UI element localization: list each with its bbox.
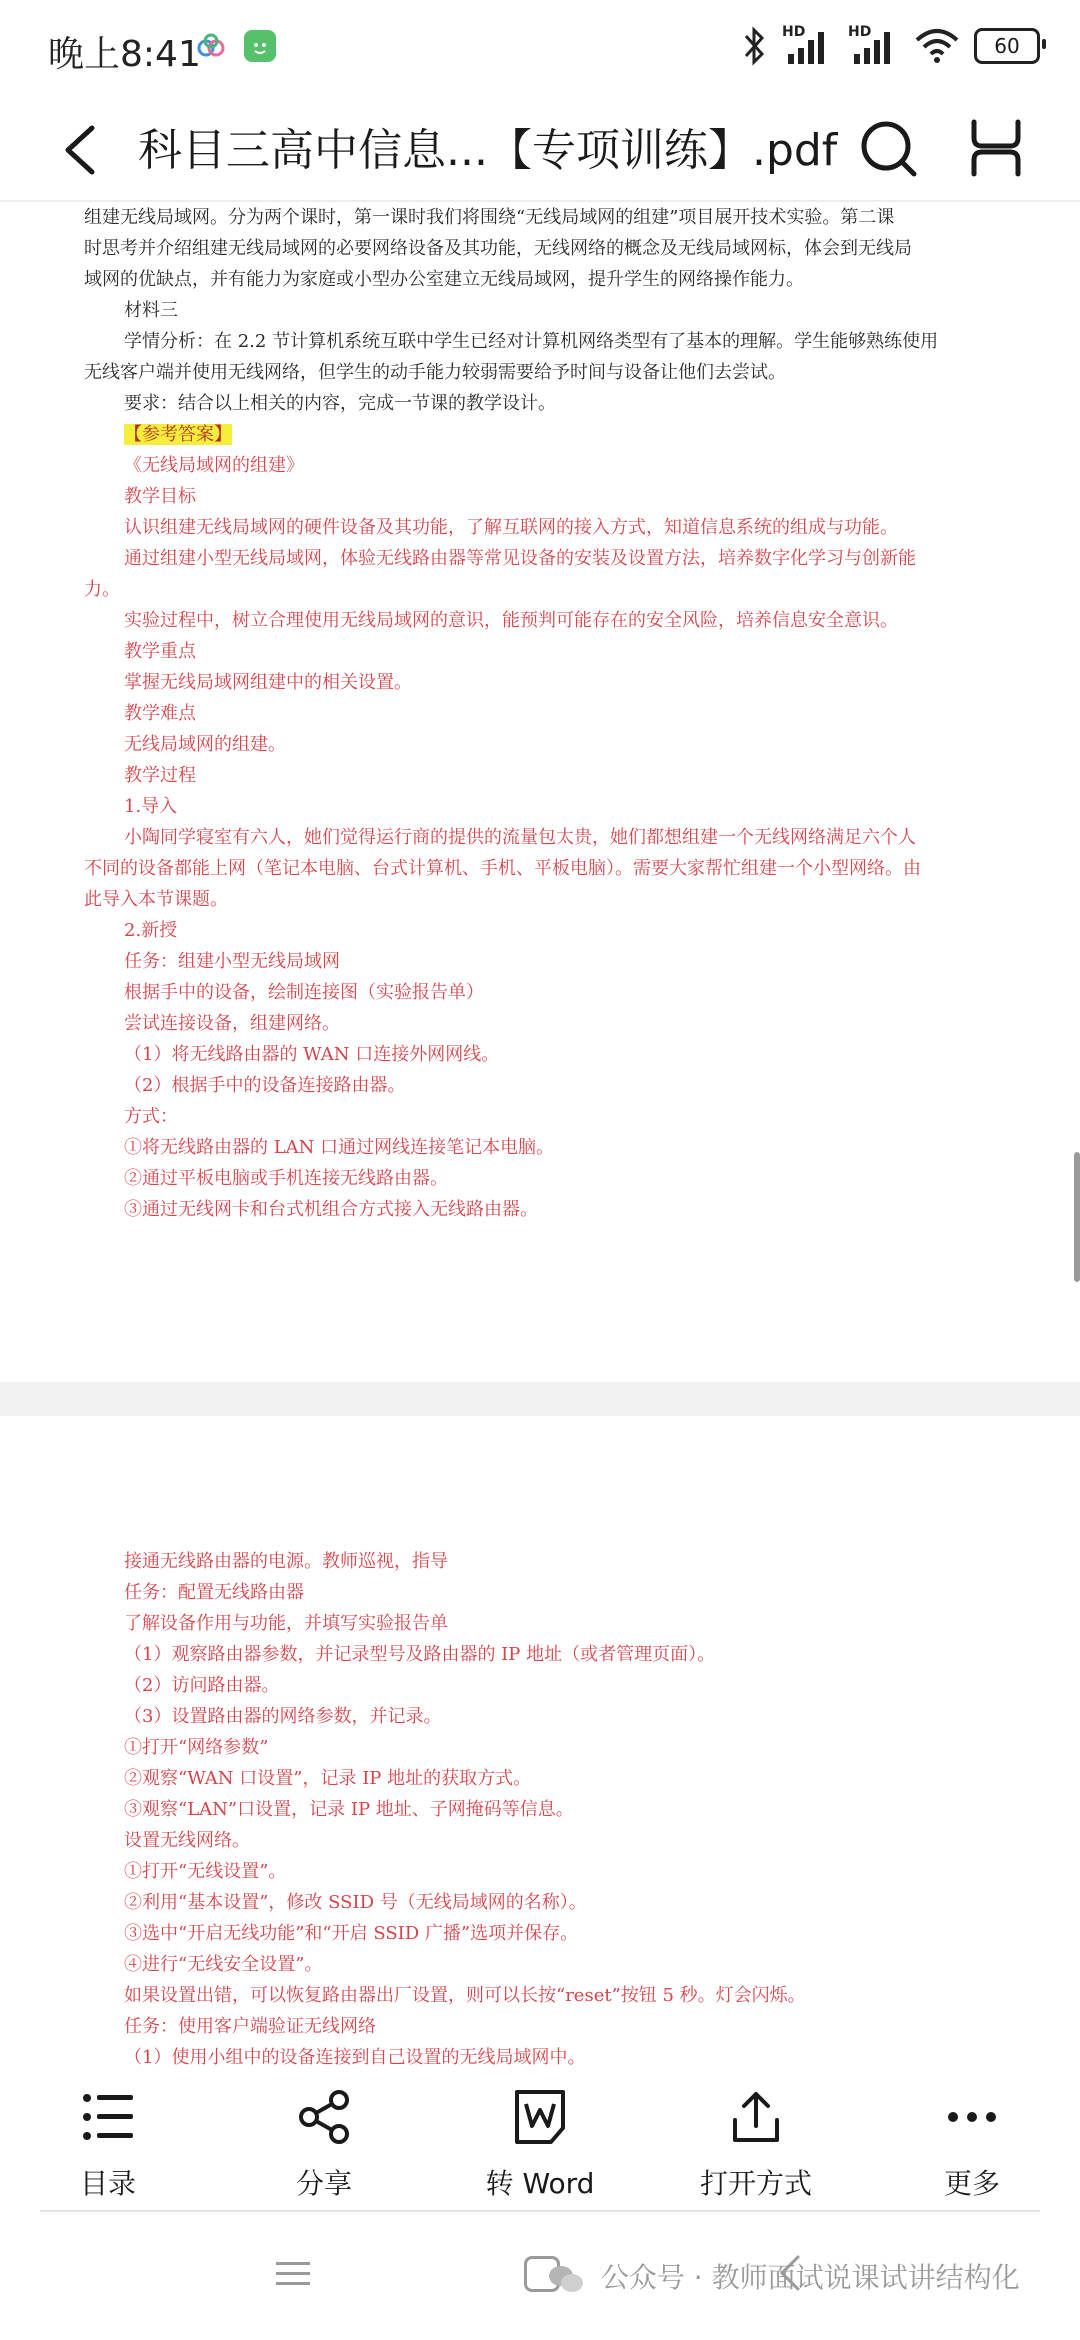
text-line [84,1980,984,2011]
line-text: 了解设备作用与功能，并填写实验报告单 [124,1613,448,1634]
text-line [84,481,984,512]
line-text: ①将无线路由器的 LAN 口通过网线连接笔记本电脑。 [124,1137,555,1158]
page-text [84,1546,984,2072]
text-line [84,822,984,853]
text-line [84,326,984,357]
text-line [84,1639,984,1670]
status-icons [742,24,1040,68]
text-line [84,1608,984,1639]
text-line [84,233,984,264]
line-text: ②观察“WAN 口设置”，记录 IP 地址的获取方式。 [124,1768,532,1789]
line-text: 教学难点 [124,703,196,724]
bluetooth-icon [742,26,768,66]
text-line [84,760,984,791]
battery-icon: 60 [974,28,1040,64]
text-line [84,1763,984,1794]
signal-icon-2 [848,24,900,68]
open-with-label: 打开方式 [699,2167,812,2200]
text-line [84,1732,984,1763]
line-text: 要求：结合以上相关的内容，完成一节课的教学设计。 [124,393,556,414]
search-icon[interactable] [856,114,920,182]
convert-word-button[interactable] [432,2072,648,2212]
document-title: 科目三高中信息...【专项训练】.pdf [138,125,838,176]
text-line [84,419,984,450]
line-text: 1.导入 [124,796,178,817]
highlighted-text: 【参考答案】 [124,424,232,445]
line-text: 尝试连接设备，组建网络。 [124,1013,340,1034]
text-line [84,295,984,326]
line-text: ①打开“网络参数” [124,1737,269,1758]
text-line [84,1577,984,1608]
word-convert-icon [511,2088,569,2146]
line-text: 无线客户端并使用无线网络，但学生的动手能力较弱需要给予时间与设备让他们去尝试。 [84,362,786,383]
text-line [84,977,984,1008]
text-line [84,2011,984,2042]
text-line [84,1163,984,1194]
line-text: 无线局域网的组建。 [124,734,286,755]
text-line [84,1546,984,1577]
more-button[interactable] [864,2072,1080,2212]
line-text: 任务：使用客户端验证无线网络 [124,2016,376,2037]
line-text: （2）根据手中的设备连接路由器。 [124,1075,406,1096]
line-text: 不同的设备都能上网（笔记本电脑、台式计算机、手机、平板电脑）。需要大家帮忙组建一个小型网络。由 [84,858,921,879]
wechat-icon [548,2264,584,2294]
line-text: 《无线局域网的组建》 [124,455,304,476]
text-line [84,1825,984,1856]
share-icon [295,2088,353,2146]
line-text: ②利用“基本设置”，修改 SSID 号（无线局域网的名称）。 [124,1892,587,1913]
open-with-button[interactable] [648,2072,864,2212]
back-arrow-icon[interactable] [52,118,112,182]
line-text: 时思考并介绍组建无线局域网的必要网络设备及其功能，无线网络的概念及无线局域网标，体会到无线局 [84,238,912,259]
hd-label: HD [848,24,872,40]
line-text: ③观察“LAN”口设置，记录 IP 地址、子网掩码等信息。 [124,1799,574,1820]
text-line [84,202,984,233]
exit-reader-icon[interactable] [966,116,1026,180]
text-line [84,1070,984,1101]
text-line [84,357,984,388]
assistant-app-icon [244,30,276,62]
open-with-icon [727,2088,785,2146]
line-text: 根据手中的设备，绘制连接图（实验报告单） [124,982,484,1003]
line-text: 域网的优缺点，并有能力为家庭或小型办公室建立无线局域网，提升学生的网络操作能力。 [84,269,804,290]
line-text: （1）使用小组中的设备连接到自己设置的无线局域网中。 [124,2047,586,2068]
line-text: 方式： [124,1106,178,1127]
line-text: 设置无线网络。 [124,1830,250,1851]
text-line [84,791,984,822]
text-line [84,884,984,915]
text-line [84,543,984,574]
text-line [84,1918,984,1949]
line-text: 教学过程 [124,765,196,786]
text-line [84,264,984,295]
text-line [84,1856,984,1887]
hd-label: HD [782,24,806,40]
text-line [84,1101,984,1132]
line-text: 此导入本节课题。 [84,889,228,910]
line-text: ③选中“开启无线功能”和“开启 SSID 广播”选项并保存。 [124,1923,579,1944]
share-button[interactable] [216,2072,432,2212]
line-text: 接通无线路由器的电源。教师巡视，指导 [124,1551,448,1572]
text-line [84,1887,984,1918]
list-icon [79,2088,137,2146]
text-line [84,388,984,419]
bottom-toolbar [0,2072,1080,2212]
line-text: 实验过程中，树立合理使用无线局域网的意识，能预判可能存在的安全风险，培养信息安全意识。 [124,610,898,631]
text-line [84,1701,984,1732]
line-text: 小陶同学寝室有六人，她们觉得运行商的提供的流量包太贵，她们都想组建一个无线网络满足六个人 [124,827,916,848]
more-label: 更多 [943,2167,1000,2200]
line-text: （1）将无线路由器的 WAN 口连接外网网线。 [124,1044,500,1065]
watermark-text: 公众号 · 教师面试说课试讲结构化 [600,2261,1020,2294]
toc-button[interactable] [0,2072,216,2212]
page-text [84,202,984,1225]
text-line [84,853,984,884]
text-line [84,729,984,760]
text-line [84,1132,984,1163]
share-label: 分享 [295,2167,352,2200]
text-line [84,698,984,729]
convert-word-label: 转 Word [485,2167,595,2200]
line-text: ④进行“无线安全设置”。 [124,1954,323,1975]
line-text: 任务：配置无线路由器 [124,1582,304,1603]
recent-apps-icon[interactable] [276,2260,310,2288]
line-text: （1）观察路由器参数，并记录型号及路由器的 IP 地址（或者管理页面）。 [124,1644,716,1665]
line-text: 组建无线局域网。分为两个课时，第一课时我们将围绕“无线局域网的组建”项目展开技术实验。第二课 [84,207,895,228]
line-text: 教学目标 [124,486,196,507]
line-text: ②通过平板电脑或手机连接无线路由器。 [124,1168,448,1189]
line-text: 通过组建小型无线局域网，体验无线路由器等常见设备的安装及设置方法，培养数字化学习与创新能 [124,548,916,569]
text-line [84,574,984,605]
pdf-page [0,1416,1080,2072]
line-text: 任务：组建小型无线局域网 [124,951,340,972]
line-text: 认识组建无线局域网的硬件设备及其功能，了解互联网的接入方式，知道信息系统的组成与功能。 [124,517,898,538]
text-line [84,667,984,698]
line-text: 力。 [84,579,120,600]
text-line [84,1670,984,1701]
line-text: （2）访问路由器。 [124,1675,280,1696]
text-line [84,1794,984,1825]
text-line [84,450,984,481]
toc-label: 目录 [79,2167,136,2200]
pdf-viewer[interactable] [0,202,1080,2072]
title-bar [0,100,1080,202]
wifi-icon [914,26,960,66]
text-line [84,1949,984,1980]
text-line [84,946,984,977]
text-line [84,605,984,636]
pdf-page [0,202,1080,1382]
signal-icon-1 [782,24,834,68]
more-dots-icon [943,2088,1001,2146]
line-text: 教学重点 [124,641,196,662]
line-text: ①打开“无线设置”。 [124,1861,287,1882]
line-text: 学情分析：在 2.2 节计算机系统互联中学生已经对计算机网络类型有了基本的理解。学生能够熟练使用 [124,331,939,352]
text-line [84,636,984,667]
watermark [548,2256,1020,2296]
scrollbar-thumb[interactable] [1074,1152,1080,1282]
status-bar [0,0,1080,100]
text-line [84,1194,984,1225]
text-line [84,2042,984,2072]
cloud-app-icon [196,32,226,62]
line-text: 材料三 [124,300,178,321]
line-text: 如果设置出错，可以恢复路由器出厂设置，则可以长按“reset”按钮 5 秒。灯会闪烁。 [124,1985,806,2006]
text-line [84,512,984,543]
text-line [84,915,984,946]
system-nav-bar [0,2212,1080,2340]
line-text: ③通过无线网卡和台式机组合方式接入无线路由器。 [124,1199,538,1220]
line-text: 掌握无线局域网组建中的相关设置。 [124,672,412,693]
text-line [84,1039,984,1070]
line-text: （3）设置路由器的网络参数，并记录。 [124,1706,442,1727]
text-line [84,1008,984,1039]
status-time: 晚上8:41 [48,34,201,75]
line-text: 2.新授 [124,920,178,941]
